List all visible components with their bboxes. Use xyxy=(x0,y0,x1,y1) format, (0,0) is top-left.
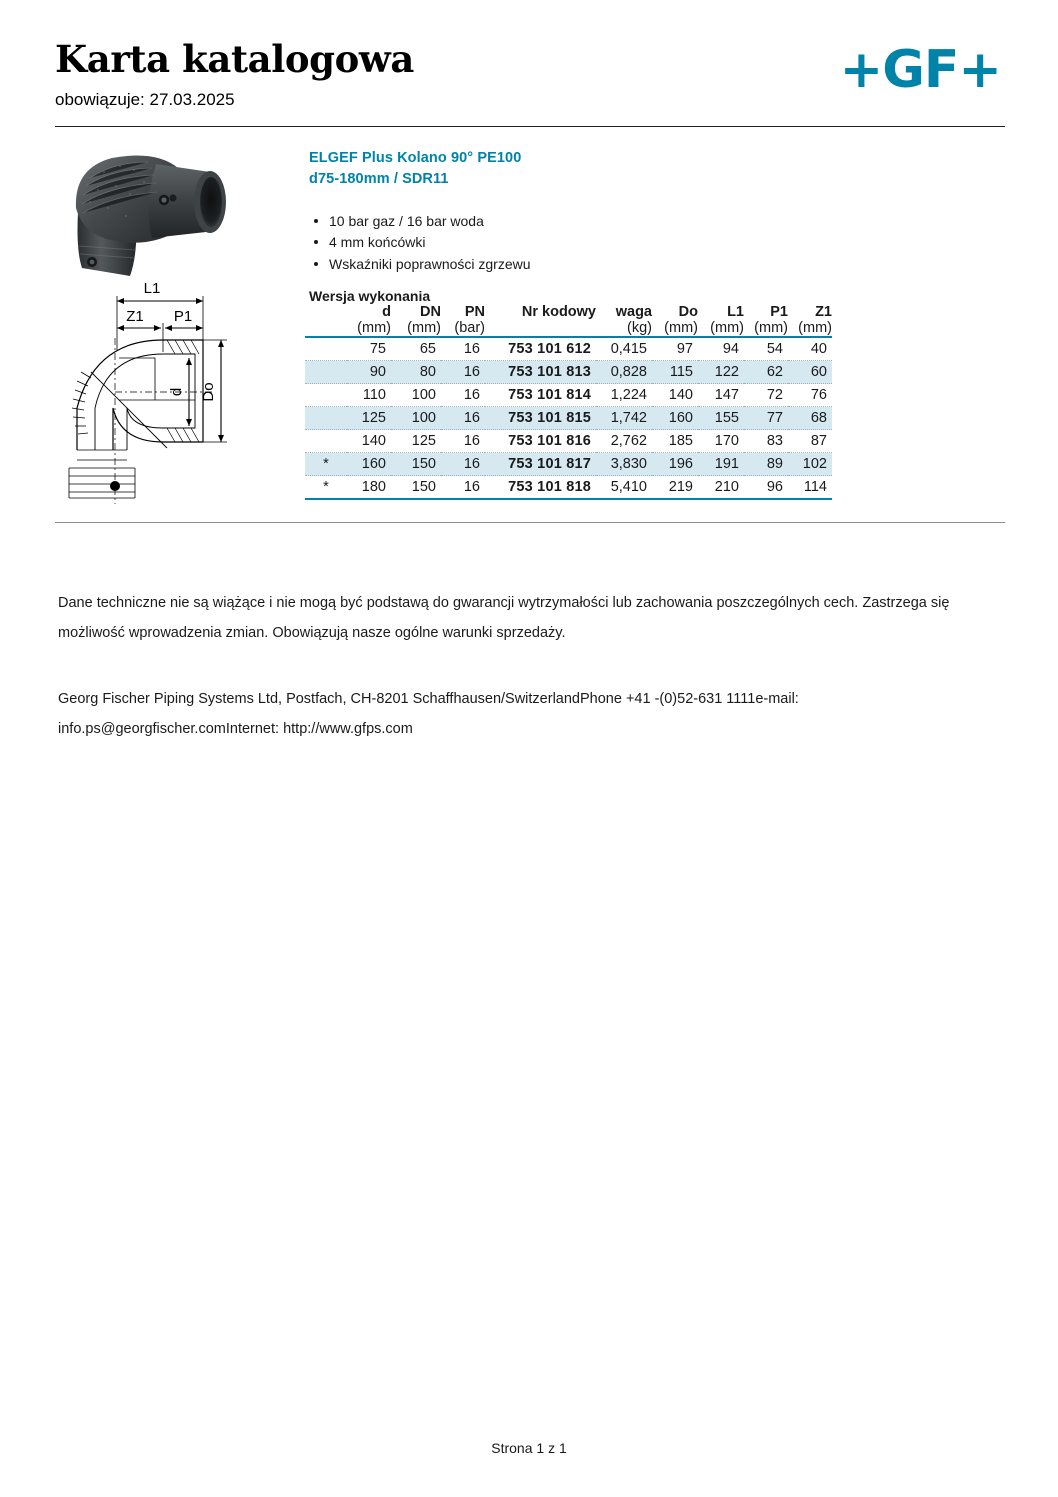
cell-waga: 0,415 xyxy=(610,341,647,357)
table-row xyxy=(305,407,832,430)
cell-z1: 114 xyxy=(803,479,827,495)
cell-code: 753 101 814 xyxy=(508,387,591,403)
elbow-dimension-drawing xyxy=(55,282,300,507)
technical-drawing xyxy=(55,282,300,507)
cell-p1: 89 xyxy=(744,453,788,476)
col-unit-mark xyxy=(305,320,347,336)
product-info xyxy=(309,148,809,304)
col-unit-l1: (mm) xyxy=(710,320,744,336)
table-row xyxy=(305,337,832,361)
col-header-mark xyxy=(305,304,347,320)
col-header-d: d xyxy=(382,304,391,320)
cell-code: 753 101 813 xyxy=(485,361,596,384)
cell-d: 90 xyxy=(347,361,391,384)
col-unit-dn: (mm) xyxy=(407,320,441,336)
cell-p1: 83 xyxy=(766,433,783,449)
cell-dn: 150 xyxy=(391,453,441,476)
list-item: Wskaźniki poprawności zgrzewu xyxy=(309,254,809,275)
cell-dn: 125 xyxy=(411,433,436,449)
cell-do: 219 xyxy=(668,479,693,495)
cell-l1: 94 xyxy=(722,341,739,357)
table-row xyxy=(305,476,832,500)
cell-pn: 16 xyxy=(441,407,485,430)
cell-code: 753 101 816 xyxy=(508,433,591,449)
cell-d: 125 xyxy=(347,407,391,430)
cell-dn: 150 xyxy=(411,479,436,495)
cell-l1: 191 xyxy=(698,453,744,476)
cell-code: 753 101 612 xyxy=(508,341,591,357)
header-row-names xyxy=(305,304,832,320)
col-header-z1: Z1 xyxy=(815,304,832,320)
cell-l1: 210 xyxy=(714,479,739,495)
page-header xyxy=(55,38,1005,110)
product-features xyxy=(309,211,809,275)
cell-mark xyxy=(305,430,347,453)
cell-mark: * xyxy=(305,453,347,476)
validity-date: obowiązuje: 27.03.2025 xyxy=(55,89,235,109)
cell-do: 185 xyxy=(668,433,693,449)
cell-z1: 60 xyxy=(788,361,832,384)
list-item: 10 bar gaz / 16 bar woda xyxy=(309,211,809,232)
spec-table xyxy=(305,304,832,500)
table-row xyxy=(305,361,832,384)
col-unit-z1: (mm) xyxy=(798,320,832,336)
cell-waga: 3,830 xyxy=(596,453,652,476)
cell-l1: 155 xyxy=(698,407,744,430)
dim-label-z1: Z1 xyxy=(126,308,144,325)
col-unit-pn: (bar) xyxy=(454,320,485,336)
cell-p1: 54 xyxy=(766,341,783,357)
cell-d: 160 xyxy=(347,453,391,476)
cell-pn: 16 xyxy=(463,341,480,357)
col-header-do: Do xyxy=(678,304,698,320)
cell-do: 140 xyxy=(668,387,693,403)
cell-do: 97 xyxy=(676,341,693,357)
col-unit-waga: (kg) xyxy=(627,320,652,336)
col-unit-code xyxy=(485,320,596,336)
product-title xyxy=(309,148,809,189)
cell-waga: 5,410 xyxy=(610,479,647,495)
col-header-pn: PN xyxy=(464,304,485,320)
spec-table-head xyxy=(305,304,832,337)
list-item: 4 mm końcówki xyxy=(309,232,809,253)
product-title-line1: ELGEF Plus Kolano 90° PE100 xyxy=(309,150,522,166)
cell-do: 115 xyxy=(652,361,698,384)
cell-pn: 16 xyxy=(463,479,480,495)
spec-table-body xyxy=(305,337,832,499)
table-row xyxy=(305,430,832,453)
header-divider xyxy=(55,126,1005,127)
cell-code: 753 101 817 xyxy=(485,453,596,476)
cell-z1: 40 xyxy=(810,341,827,357)
title-block xyxy=(55,38,414,110)
col-header-dn: DN xyxy=(420,304,441,320)
cell-dn: 100 xyxy=(411,387,436,403)
spec-table-wrapper xyxy=(305,304,832,500)
cell-p1: 77 xyxy=(744,407,788,430)
cell-l1: 122 xyxy=(698,361,744,384)
version-label: Wersja wykonania xyxy=(309,287,431,304)
dim-label-l1: L1 xyxy=(143,282,161,297)
cell-waga: 0,828 xyxy=(596,361,652,384)
cell-z1: 76 xyxy=(810,387,827,403)
cell-d: 110 xyxy=(362,387,386,403)
section-divider xyxy=(55,522,1005,523)
page-number: Strona 1 z 1 xyxy=(491,1440,567,1456)
cell-mark xyxy=(305,384,347,407)
cell-l1: 147 xyxy=(714,387,739,403)
dim-label-do: Do xyxy=(200,382,217,402)
cell-dn: 65 xyxy=(419,341,436,357)
cell-code: 753 101 815 xyxy=(485,407,596,430)
legal-disclaimer: Dane techniczne nie są wiążące i nie mogą być podstawą do gwarancji wytrzymałości lub zachowania poszczególnych cech. Zastrzega się możliwość wprowadzenia zmian. Obowiązują nasze ogólne warunki sprzedaży. xyxy=(58,595,950,642)
cell-dn: 80 xyxy=(391,361,441,384)
cell-z1: 102 xyxy=(788,453,832,476)
cell-d: 180 xyxy=(361,479,386,495)
cell-d: 140 xyxy=(361,433,386,449)
col-header-waga: waga xyxy=(615,304,652,320)
company-address: Georg Fischer Piping Systems Ltd, Postfach, CH-8201 Schaffhausen/SwitzerlandPhone +41 -(0)52-631 1111e-mail: info.ps@georgfischer.comInternet: http://www.gfps.com xyxy=(58,691,799,738)
cell-waga: 1,742 xyxy=(596,407,652,430)
cell-do: 196 xyxy=(652,453,698,476)
header-row-units xyxy=(305,320,832,336)
col-unit-d: (mm) xyxy=(357,320,391,336)
table-bottom-rule xyxy=(305,499,832,500)
page-title: Karta katalogowa xyxy=(55,37,414,81)
cell-l1: 170 xyxy=(714,433,739,449)
cell-mark xyxy=(305,361,347,384)
col-unit-p1: (mm) xyxy=(754,320,788,336)
cell-dn: 100 xyxy=(391,407,441,430)
cell-pn: 16 xyxy=(441,453,485,476)
cell-z1: 68 xyxy=(788,407,832,430)
col-header-p1: P1 xyxy=(770,304,788,320)
cell-do: 160 xyxy=(652,407,698,430)
col-header-l1: L1 xyxy=(727,304,744,320)
cell-code: 753 101 818 xyxy=(508,479,591,495)
cell-waga: 2,762 xyxy=(610,433,647,449)
product-title-line2: d75-180mm / SDR11 xyxy=(309,170,449,187)
cell-mark: * xyxy=(323,479,329,495)
cell-p1: 72 xyxy=(766,387,783,403)
cell-p1: 62 xyxy=(744,361,788,384)
col-unit-do: (mm) xyxy=(664,320,698,336)
dim-label-d: d xyxy=(168,387,185,397)
cell-pn: 16 xyxy=(463,433,480,449)
spec-table-foot xyxy=(305,499,832,500)
dim-label-p1: P1 xyxy=(173,308,193,325)
table-row xyxy=(305,453,832,476)
cell-pn: 16 xyxy=(441,361,485,384)
pe-elbow-photo-svg xyxy=(60,142,250,282)
gf-logo: +GF+ xyxy=(839,40,1001,100)
cell-z1: 87 xyxy=(810,433,827,449)
cell-pn: 16 xyxy=(463,387,480,403)
cell-mark xyxy=(305,337,347,361)
cell-waga: 1,224 xyxy=(610,387,647,403)
product-photo xyxy=(60,142,250,282)
cell-d: 75 xyxy=(369,341,386,357)
col-header-code: Nr kodowy xyxy=(521,304,596,320)
cell-p1: 96 xyxy=(766,479,783,495)
table-row xyxy=(305,384,832,407)
cell-mark xyxy=(305,407,347,430)
